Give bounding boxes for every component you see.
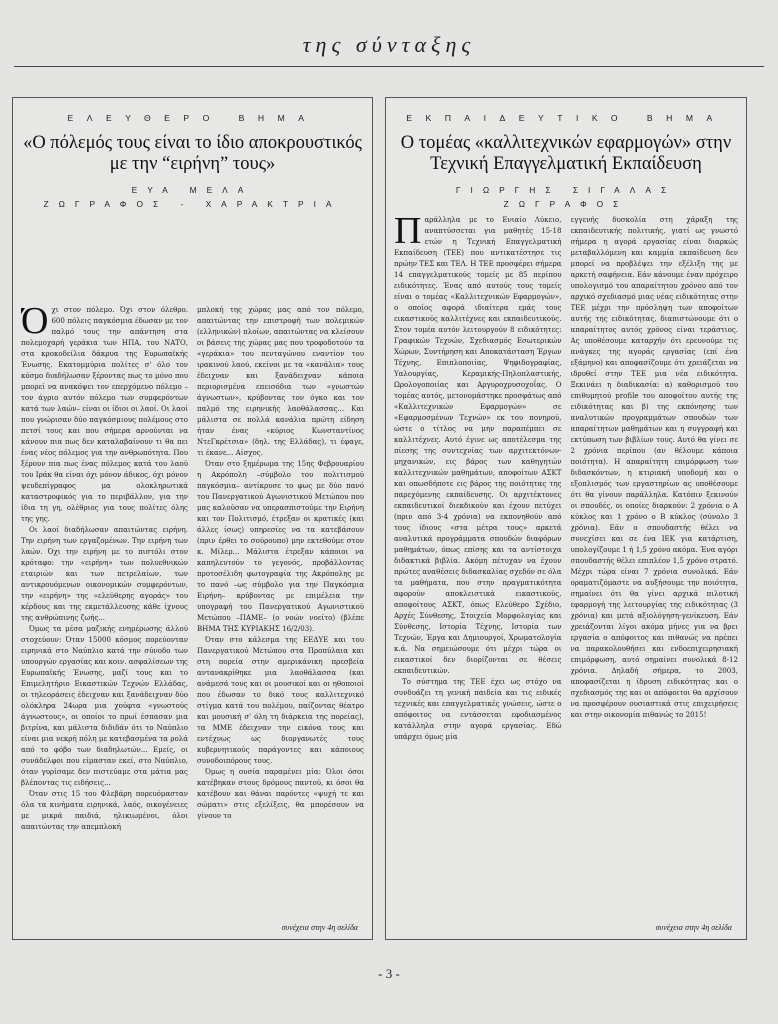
page-number: - 3 -	[378, 966, 400, 981]
left-paragraph: μπλοκή της χώρας μας από τον πόλεμο, απαιτώντας την επιστροφή των πολεμικών (ελληνικών) πλοίων, απαιτώντας να κλείσουν οι βάσεις της χώρας μας που τροφοδοτούν τα «γεράκια» του πενταγώνου εναντίον του ιρακινού λαού, εκείνοι με τα «κανάλια» τους έδειχναν και ξανάδειχναν κάποια περιορισμένα επεισόδια των «γνωστών άγνωστων», κρύβοντας τον όγκο και τον παλμό της ειρηνικής λαοθάλασσας... Και μάλιστα σε πολλά κανάλια πρώτη είδηση ήταν ένας «κύριος Κωνσταντίνος ΝτεΓκρέτσια» (δηλ. της Ελλάδας), τι έφαγε, τι έκανε... Αίσχος.	[197, 305, 364, 457]
left-text-col1	[21, 304, 188, 921]
left-paragraph: Όταν στο ξημέρωμα της 15ης Φεβρουαρίου η Ακρόπολη –σύμβολο του πολιτισμού παγκόσμια– αντίκρυσε το φως με δύο πανό του Πανεργατικού Αγωνιστικού Μετώπου που μας καλούσαν να υπερασπιστούμε την Ειρήνη και τον Πολιτισμό, έτρεξαν οι κρατικές (και άλλες ίσως) υπηρεσίες να τα κατεβάσουν (πριν έρθει το σούρουπο) μην εκτεθούμε στον κ. Μίλερ... Μάλιστα έτρεξαν κάποιοι να καπηλευτούν το γεγονός, προβάλλοντας προτοσέλιδη φωτογραφία της Ακρόπολης με το πανό –ως σύμβολο για την Παγκόσμια Ειρήνη– κρύβοντας με επιμέλεια την υπογραφή του Πανεργατικού Αγωνιστικού Μετώπου –ΠΑΜΕ– (ο νοών νοείτο) (βλέπε ΒΗΜΑ ΤΗΣ ΚΥΡΙΑΚΗΣ 16/2/03).	[197, 459, 364, 633]
article-right	[385, 97, 747, 940]
left-paragraph: Οι λαοί διαδήλωσαν απαιτώντας ειρήνη. Την ειρήνη των εργαζομένων. Την ειρήνη των λαών. Όχι την ειρήνη με το πιστόλι στον κρόταφο: την «ειρήνη» των πολυεθνικών εταιριών και των πετρελαίων, των αντικρουόμενων οικονομικών συμφερόντων, την «ειρήνη» της «ελεύθερης αγοράς» του κέρδους και της εκμετάλλευσης κάθε ίχνους της ανθρώπινης ζωής...	[21, 525, 188, 622]
right-text-col1	[394, 214, 562, 921]
right-body	[394, 214, 738, 921]
right-continued-note: συνέχεια στην 4η σελίδα	[655, 923, 732, 932]
header-rule	[14, 66, 764, 67]
left-paragraph: Όχι στον πόλεμο. Όχι στον όλεθρο. 600 πόλεις παγκόσμια έδωσαν με τον παλμό τους την απάντηση στα πολεμοχαρή γεράκια των ΗΠΑ, του ΝΑΤΟ, στα κροκοδείλια δάκρυα της Ευρωπαϊκής Ένωσης. Εκατομμύρια πολίτες σ' όλο τον κόσμο διαδήλωσαν ξέροντας πως το μόνο που μπορεί να ανακόψει τον επερχόμενο πόλεμο –τον άγριο αυτόν πόλεμο των συμφερόντων κατά των λαών– είναι οι ίδιοι οι λαοί. Οι λαοί που γνώρισαν δύο παγκόσμιους πολέμους στο πετσί τους και που σήμερα αρνούνται να κάνουν πια πως δεν καταλαβαίνουν τι θα πει ένας νέος πόλεμος για την ανθρωπότητα. Που ξέρουν πια πως ένας πόλεμος κατά του λαού του Ιράκ θα είναι όχι μόνον άδικος, όχι μόνον ψευδεπίγραφος μα ολοκληρωτικά καταστροφικός για το περιβάλλον, για την ίδια τη γη, ολέθριος για τους πολίτες όλης της γης.	[21, 304, 188, 523]
right-dropcap: Π	[394, 214, 422, 252]
right-title: Ο τομέας «καλλιτεχνικών εφαρμογών» στην Τεχνική Επαγγελματική Εκπαίδευση	[400, 133, 732, 174]
right-paragraph: Το σύστημα της ΤΕΕ έχει ως στόχο να συνδυάζει τη γενική παιδεία και τις ειδικές τεχνικές και επαγγελματικές γνώσεις, ώστε ο απόφοιτος να εντάσσεται εφοδιασμένος κατάλληλα στην αγορά εργασίας. Εδώ υπάρχει όμως μία	[394, 677, 562, 741]
left-paragraph: Όταν στο κάλεσμα της ΕΕΔΥΕ και του Πανεργατικού Μετώπου στα Προπύλαια και στη πορεία στην αμερικάνικη πρεσβεία αντανακρίθηκε μια λαοθάλασσα (και ανάμεσά τους και οι μουσικοί και οι ηθοποιοί που έδωσαν το δικό τους καλλιτεχνικό στίγμα κατά του πολέμου, παίζοντας θέατρο και μουσική σ' όλη τη διάρκεια της πορείας), τα ΜΜΕ έδειχναν την εικόνα τους και εντέχνως ως διοργανωτές τους κυβερνητικούς παράγοντες και κάποιους συνοδοιπόρους τους.	[197, 635, 364, 765]
right-role: ΖΩΓΡΑΦΟΣ	[503, 199, 629, 209]
article-left	[12, 97, 373, 940]
right-kicker: ΕΚΠΑΙΔΕΥΤΙΚΟ ΒΗΜΑ	[406, 113, 726, 123]
left-author: ΕΥΑ ΜΕΛΑ	[131, 185, 254, 195]
left-dropcap: Ό	[21, 304, 49, 342]
left-paragraph: Όμως η ουσία παραμένει μία: Όλοι όσοι κατέβηκαν στους δρόμους παντού, κι όσοι θα κατέβουν και θάναι παρόντες «ψυχή τε και σώματι» στις εξελίξεις, θα μπορέσουν να γίνουν το	[197, 767, 364, 820]
left-paragraph: Όμως τα μέσα μαζικής ενημέρωσης άλλού στοχεύουν: Όταν 15000 κόσμος πορεύονταν ειρηνικά στο Ναύπλιο κατά την σύνοδο των υπουργών εργασίας και κοιν. ασφαλίσεων της Ευρωπαϊκής Ένωσης, μαζί τους και το Επιμελητήριο Εικαστικών Τεχνών Ελλάδας, οι τηλεοράσεις έδειχναν και ξανάδειχναν δύο ολόκληρα 24ωρα μια χούφτα «γνωστούς άγνωστους», οι οποίοι το πρωί έσπασαν μια βιτρίνα, και μάλιστα διδιδάν ότι το Ναύπλιο είναι μια νεκρή πόλη με κατεβασμένα τα ρολά από το φόβο των διαδηλωτών... Εμείς, οι συνάδελφοι που είμασταν εκεί, στο Ναύπλιο, όταν γυρίσαμε δεν πιστεύαμε στα μάτια μας βλέποντας τις ειδήσεις...	[21, 624, 188, 787]
right-author: ΓΙΩΡΓΗΣ ΣΙΓΑΛΑΣ	[455, 185, 677, 195]
left-continued-note: συνέχεια στην 4η σελίδα	[281, 923, 358, 932]
left-kicker: ΕΛΕΥΘΕΡΟ ΒΗΜΑ	[67, 113, 318, 123]
section-header: της σύνταξης	[302, 32, 476, 57]
left-body	[21, 304, 364, 921]
left-paragraph: Όταν στις 15 του Φλεβάρη πορευόμασταν όλα τα κινήματα ειρηνικά, λαός, οικογένειες με μικρά παιδιά, ηλικιωμένοι, όλοι απαιτώντας την απεμπλοκή	[21, 789, 188, 831]
right-text-col2	[571, 214, 739, 921]
left-title: «Ο πόλεμός τους είναι το ίδιο αποκρουστικός με την “ειρήνη” τους»	[23, 133, 362, 174]
left-role: ΖΩΓΡΑΦΟΣ - ΧΑΡΑΚΤΡΙΑ	[43, 199, 342, 209]
right-paragraph: Παράλληλα με το Ενιαίο Λύκειο, αναπτύσσεται για μαθητές 15-18 ετών η Τεχνική Επαγγελματική Εκπαίδευση (ΤΕΕ) που αντικατέστησε τις πρώην ΤΕΣ και ΤΕΛ. Η ΤΕΕ προσφέρει σήμερα 14 επαγγελματικούς τομείς με 85 περίπου ειδικότητες. Ένας από αυτούς τους τομείς είναι ο τομέας «Καλλιτεχνικών Εφαρμογών», ο οποίος αφορά ιδιαίτερα εμάς τους εικαστικούς καλλιτέχνες και εκπαιδευτικούς. Στον τομέα αυτόν λειτουργούν 8 ειδικότητες: Γραφικών Τεχνών, Σχεδιασμός Εσωτερικών Χώρων, Συντήρηση και Αποκατάσταση Έργων Τέχνης, Επιπλοποιίας, Ψηφιδογραφίας, Υαλουργίας, Κεραμικής-Πηλοπλαστικής, Ωρολογοποιίας και Αργυροχρυσοχοΐας. Ο τομέας αυτός, μετονομάστηκε προσφάτως από «Καλλιτεχνικών Εφαρμογών» σε «Εφαρμοσμένων Τεχνών» εκ του πονηρού, ώστε ο τίτλος να μην παραπέμπει σε καλλιτέχνες. Αυτό έγινε ως αποτέλεσμα της πίεσης της συντεχνίας των αρχιτεκτόνων-μηχανικών, εις βάρος των καθηγητών καλλιτεχνικών μαθημάτων, αποφοίτων ΑΣΚΤ και οπωσδήποτε εις βάρος της ποιότητας της παρεχόμενης εκπαίδευσης. Οι αρχιτέκτονες εκπαιδευτικοί διεκδικούν και έχουν πετύχει (πριν από 3-4 χρόνια) να εκπονηθούν από τους ίδιους «στα μέτρα τους» αρκετά αναλυτικά προγράμματα σπουδών διαφόρων μαθημάτων, όπως επίσης και τα αντίστοιχα διδακτικά βιβλία. Ακόμη πέτυχαν να έχουν πρώτες αναθέσεις διδασκαλίας σχεδόν σε όλα τα μαθήματα, που στην πραγματικότητα αφορούν αποκλειστικά εικαστικούς, αποφοίτους ΑΣΚΤ, όπως Ελεύθερο Σχέδιο, Αρχές Σύνθεσης, Στοιχεία Μορφολογίας και Σύνθεσης, Ιστορία Τέχνης, Ιστορία των Τεχνών, Έργα και Δημιουργοί, Χρωματολογία κ.ά. Να σημειώσουμε ότι μέχρι τώρα οι εικαστικοί δεν διορίζονται σε θέσεις εκπαιδευτικών.	[394, 214, 562, 675]
right-paragraph: εγγενής δυσκολία στη χάραξη της εκπαιδευτικής πολιτικής, γιατί ως γνωστό σήμερα η αγορά εργασίας είναι διαρκώς μεταβαλλόμενη και καμμία εκπαίδευση δεν μπορεί να προβλέψει την εξέλιξη της με αρκετή σαφήνεια. Εάν κάνουμε έναν πρόχειρο υπολογισμό του απαραίτητου χρόνου από τον αρχικό σχεδιασμό μιας νέας ειδικότητας στην ΤΕΕ μέχρι την πρόσληψη των αποφοίτων αυτής της ειδικότητας, διαπιστώνουμε ότι ο απαραίτητος αυτός χρόνος είναι τεράστιος. Ας υποθέσουμε καταρχήν ότι ερευνούμε τις ανάγκες της αγοράς εργασίας (επί ένα εξάμηνο) και αποφασίζουμε ότι χρειάζεται να ιδρυθεί στην ΤΕΕ μια νέα ειδικότητα. Ξεκινάει η διαδικασία: α) καθορισμού του επιθυμητού profile του αποφοίτου αυτής της ειδικότητας και β) της εκπόνησης των αναλυτικών προγραμμάτων σπουδών των απαραίτητων μαθημάτων και η συγγραφή και εκτύπωση των βιβλίων τους. Αυτό θα γίνει σε 2 χρόνια περίπου (αν θέλουμε κάποια ποιότητα). Η απαραίτητη επιμόρφωση των διδασκόντων, η κτιριακή υποδομή και ο εξοπλισμός των εργαστηρίων ας υποθέσουμε ότι θα γίνουν παράλληλα. Κατόπιν ξεκινούν οι σπουδές, οι οποίες διαρκούν: 2 χρόνια ο Α κύκλος και 1 χρόνο ο Β κύκλος (σύνολο 3 χρόνια). Εάν ο σπουδαστής θέλει να συνεχίσει και σε ένα ΙΕΚ για κατάρτιση, υπολογίζουμε 1 ή 1,5 χρόνο ακόμα. Ένα αγόρι σπουδαστής θέλει επιπλέον 1,5 χρόνο στρατό. Μέχρι τώρα είναι 7 χρόνια συνολικά. Εάν οραματιζόμαστε να αυξήσουμε την ποιότητα, σημαίνει ότι θα γίνει αρχικά πιλοτική εφαρμογή της λειτουργίας της ειδικότητας (3 χρόνια) και μετά αξιολόγηση-γενίκευση. Εάν χρειάζονται λίγοι ακόμα μήνες για να βρει εργασία ο απόφοιτος και πιθανώς να πρέπει να παρακολουθήσει και ενδοεπιχειρησιακή επιμόρφωση, αυτό σημαίνει συνολικά 8-12 χρόνια. Δηλαδή σήμερα, το 2003, αποφασίζεται η ίδρυση ειδικότητας και ο σχεδιασμός της και οι απόφοιτοι θα αρχίσουν να προσφέρουν ουσιαστικά στις επιχειρήσεις και στην οικονομία πιθανώς το 2015!	[570, 215, 738, 719]
left-text-col2	[197, 304, 364, 921]
